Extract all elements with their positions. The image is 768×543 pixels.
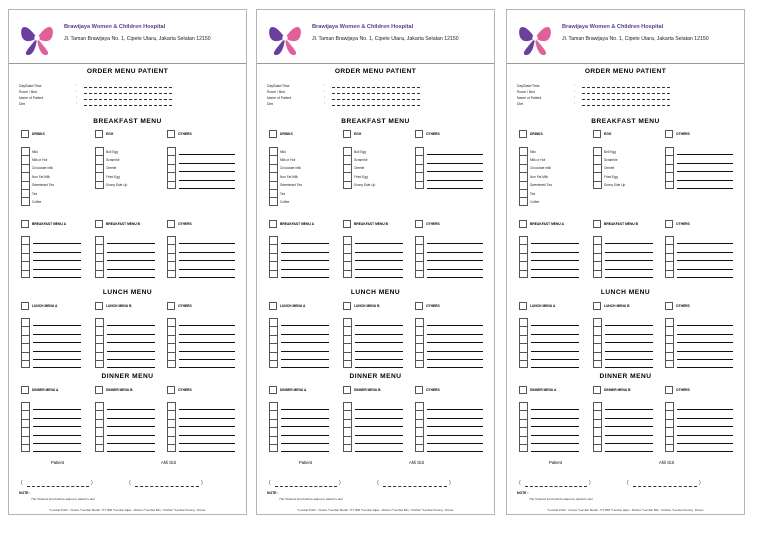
egg-item: Scramble — [604, 158, 618, 162]
note-label: NOTE : — [517, 491, 529, 495]
form-header — [507, 10, 744, 64]
menu-write-lines[interactable] — [605, 402, 653, 452]
egg-item: Boil Egg — [354, 150, 366, 154]
menu-write-lines[interactable] — [427, 236, 483, 278]
menu-write-lines[interactable] — [531, 236, 579, 278]
staff-signature-label: Ahli Gizi — [161, 460, 177, 465]
menu-write-lines[interactable] — [281, 402, 329, 452]
datetime-input[interactable] — [84, 87, 172, 88]
menu-write-lines[interactable] — [33, 402, 81, 452]
breakfast-b-checkbox[interactable] — [593, 220, 601, 228]
drink-item: Coffee — [280, 200, 290, 204]
patient-name-input[interactable] — [332, 99, 420, 100]
drink-item: Milo — [530, 150, 536, 154]
drink-item: Coffee — [530, 200, 540, 204]
staff-signature-label: Ahli Gizi — [409, 460, 425, 465]
breakfast-a-label: BREAKFAST MENU A — [530, 222, 564, 226]
hospital-name: Brawijaya Women & Children Hospital — [562, 24, 664, 30]
dinner-b-label: DINNER MENU B — [106, 388, 133, 392]
staff-signature-line[interactable] — [135, 486, 199, 487]
lunch-a-checkbox[interactable] — [21, 302, 29, 310]
drink-item: Milk or Hot — [530, 158, 546, 162]
others-checkbox[interactable] — [167, 130, 175, 138]
dinner-a-label: DINNER MENU A — [280, 388, 307, 392]
menu-write-lines[interactable] — [355, 236, 403, 278]
datetime-input[interactable] — [582, 87, 670, 88]
field-label-datetime: Day/Date/Time — [267, 84, 290, 88]
copy-distribution-footer: *Lembar Putih : Invoice *Lembar Merah : PT. BRI *Lembar Hijau : Kitchen *Lembar Biru : Kitchen *Lembar Kuning : Dinner — [49, 508, 206, 512]
lunch-b-checkbox[interactable] — [95, 302, 103, 310]
form-header — [257, 10, 494, 64]
lunch-others-label: OTHERS — [178, 304, 192, 308]
dinner-others-label: OTHERS — [178, 388, 192, 392]
menu-checkbox-column[interactable] — [343, 318, 352, 368]
menu-checkbox-column[interactable] — [415, 318, 424, 368]
drink-item: Tea — [32, 192, 38, 196]
menu-checkbox-column[interactable] — [665, 318, 674, 368]
patient-signature-label: Patient — [549, 460, 563, 465]
breakfast-b-label: BREAKFAST MENU B — [354, 222, 389, 226]
form-title: ORDER MENU PATIENT — [334, 68, 417, 75]
drinks-label: DRINKS — [280, 132, 293, 136]
menu-write-lines[interactable] — [677, 236, 733, 278]
datetime-input[interactable] — [332, 87, 420, 88]
patient-signature-line[interactable] — [525, 486, 587, 487]
dinner-others-checkbox[interactable] — [415, 386, 423, 394]
note-text: The Ordered Food will be adjust to patient's diet — [529, 497, 593, 501]
menu-write-lines[interactable] — [107, 318, 155, 368]
drinks-label: DRINKS — [530, 132, 543, 136]
copy-distribution-footer: *Lembar Putih : Invoice *Lembar Merah : PT. BRI *Lembar Hijau : Kitchen *Lembar Biru : Kitchen *Lembar Kuning : Dinner — [297, 508, 454, 512]
hospital-address: Jl. Taman Brawijaya No. 1, Cipete Utara, Jakarta Selatan 12150 — [312, 36, 459, 42]
dinner-b-label: DINNER MENU B — [604, 388, 631, 392]
menu-checkbox-column[interactable] — [665, 236, 674, 278]
egg-item: Sunny Side Up — [604, 183, 626, 187]
dinner-a-checkbox[interactable] — [21, 386, 29, 394]
lunch-section-title: LUNCH MENU — [102, 289, 153, 296]
dinner-a-label: DINNER MENU A — [32, 388, 59, 392]
menu-write-lines[interactable] — [605, 236, 653, 278]
dinner-b-checkbox[interactable] — [593, 386, 601, 394]
note-text: The Ordered Food will be adjust to patient's diet — [279, 497, 343, 501]
others-label: OTHERS — [676, 132, 690, 136]
form-title: ORDER MENU PATIENT — [584, 68, 667, 75]
field-label-name: Name of Patient — [517, 96, 542, 100]
others-checkbox[interactable] — [665, 130, 673, 138]
field-label-room: Room / Bed — [267, 90, 285, 94]
patient-signature-label: Patient — [51, 460, 65, 465]
lunch-others-label: OTHERS — [676, 304, 690, 308]
breakfast-b-checkbox[interactable] — [343, 220, 351, 228]
menu-write-lines[interactable] — [427, 402, 483, 452]
breakfast-others-checkbox[interactable] — [167, 220, 175, 228]
breakfast-a-label: BREAKFAST MENU A — [32, 222, 66, 226]
breakfast-section-title: BREAKFAST MENU — [341, 118, 410, 125]
menu-write-lines[interactable] — [531, 402, 579, 452]
drink-item: Non Fat Milk — [32, 175, 50, 179]
hospital-name: Brawijaya Women & Children Hospital — [64, 24, 166, 30]
egg-item: Sunny Side Up — [106, 183, 128, 187]
menu-checkbox-column[interactable] — [167, 236, 176, 278]
egg-item: Omelet — [604, 166, 615, 170]
menu-write-lines[interactable] — [179, 402, 235, 452]
lunch-a-checkbox[interactable] — [269, 302, 277, 310]
menu-write-lines[interactable] — [33, 318, 81, 368]
breakfast-others-checkbox[interactable] — [415, 220, 423, 228]
note-label: NOTE : — [267, 491, 279, 495]
drink-item: Chocolate milk — [530, 166, 551, 170]
menu-checkbox-column[interactable] — [167, 318, 176, 368]
breakfast-a-checkbox[interactable] — [21, 220, 29, 228]
dinner-b-checkbox[interactable] — [95, 386, 103, 394]
breakfast-b-label: BREAKFAST MENU B — [106, 222, 141, 226]
lunch-b-label: LUNCH MENU B — [604, 304, 630, 308]
others-write-lines[interactable] — [677, 147, 733, 189]
field-label-datetime: Day/Date/Time — [517, 84, 540, 88]
drink-item: Milk or Hot — [32, 158, 48, 162]
dinner-section-title: DINNER MENU — [349, 373, 402, 380]
egg-checkbox-column[interactable] — [343, 147, 352, 189]
menu-write-lines[interactable] — [355, 402, 403, 452]
menu-checkbox-column[interactable] — [593, 236, 602, 278]
form-header — [9, 10, 246, 64]
lunch-a-label: LUNCH MENU A — [32, 304, 58, 308]
dinner-section-title: DINNER MENU — [101, 373, 154, 380]
drink-item: Milo — [280, 150, 286, 154]
breakfast-section-title: BREAKFAST MENU — [93, 118, 162, 125]
egg-item: Fried Egg — [106, 175, 120, 179]
menu-checkbox-column[interactable] — [343, 402, 352, 452]
lunch-b-label: LUNCH MENU B — [354, 304, 380, 308]
patient-name-input[interactable] — [84, 99, 172, 100]
drink-item: Milk or Hot — [280, 158, 296, 162]
dinner-a-checkbox[interactable] — [269, 386, 277, 394]
hospital-name: Brawijaya Women & Children Hospital — [312, 24, 414, 30]
menu-write-lines[interactable] — [281, 318, 329, 368]
drinks-checkbox[interactable] — [269, 130, 277, 138]
menu-write-lines[interactable] — [107, 402, 155, 452]
menu-checkbox-column[interactable] — [593, 402, 602, 452]
lunch-others-label: OTHERS — [426, 304, 440, 308]
breakfast-a-label: BREAKFAST MENU A — [280, 222, 314, 226]
egg-item: Boil Egg — [106, 150, 118, 154]
breakfast-others-label: OTHERS — [178, 222, 192, 226]
menu-checkbox-column[interactable] — [95, 236, 104, 278]
note-label: NOTE : — [19, 491, 31, 495]
menu-write-lines[interactable] — [605, 318, 653, 368]
egg-item: Fried Egg — [354, 175, 368, 179]
drink-item: Sweetened Tea — [530, 183, 552, 187]
field-label-diet: Diet — [267, 102, 274, 106]
hospital-logo-icon — [19, 20, 55, 56]
egg-label: EGG — [354, 132, 362, 136]
drink-item: Non Fat Milk — [530, 175, 548, 179]
menu-checkbox-column[interactable] — [415, 402, 424, 452]
field-label-name: Name of Patient — [267, 96, 292, 100]
lunch-b-checkbox[interactable] — [343, 302, 351, 310]
menu-write-lines[interactable] — [677, 402, 733, 452]
field-label-name: Name of Patient — [19, 96, 44, 100]
drinks-checkbox-column[interactable] — [21, 147, 30, 206]
breakfast-others-checkbox[interactable] — [665, 220, 673, 228]
drink-item: Non Fat Milk — [280, 175, 298, 179]
menu-checkbox-column[interactable] — [519, 318, 528, 368]
staff-signature-line[interactable] — [383, 486, 447, 487]
menu-checkbox-column[interactable] — [21, 236, 30, 278]
staff-signature-label: Ahli Gizi — [659, 460, 675, 465]
breakfast-others-label: OTHERS — [426, 222, 440, 226]
breakfast-a-checkbox[interactable] — [269, 220, 277, 228]
egg-item: Scramble — [106, 158, 120, 162]
menu-write-lines[interactable] — [427, 318, 483, 368]
others-checkbox-column[interactable] — [665, 147, 674, 189]
menu-write-lines[interactable] — [179, 236, 235, 278]
egg-label: EGG — [106, 132, 114, 136]
drinks-checkbox[interactable] — [21, 130, 29, 138]
staff-signature-line[interactable] — [633, 486, 697, 487]
lunch-a-checkbox[interactable] — [519, 302, 527, 310]
menu-checkbox-column[interactable] — [21, 318, 30, 368]
lunch-section-title: LUNCH MENU — [350, 289, 401, 296]
menu-checkbox-column[interactable] — [95, 402, 104, 452]
others-label: OTHERS — [178, 132, 192, 136]
menu-write-lines[interactable] — [677, 318, 733, 368]
menu-checkbox-column[interactable] — [665, 402, 674, 452]
breakfast-section-title: BREAKFAST MENU — [591, 118, 660, 125]
breakfast-b-label: BREAKFAST MENU B — [604, 222, 639, 226]
lunch-others-checkbox[interactable] — [665, 302, 673, 310]
menu-checkbox-column[interactable] — [269, 318, 278, 368]
egg-checkbox-column[interactable] — [593, 147, 602, 189]
breakfast-b-checkbox[interactable] — [95, 220, 103, 228]
menu-write-lines[interactable] — [179, 318, 235, 368]
egg-item: Sunny Side Up — [354, 183, 376, 187]
dinner-others-label: OTHERS — [426, 388, 440, 392]
drink-item: Milo — [32, 150, 38, 154]
menu-checkbox-column[interactable] — [21, 402, 30, 452]
dinner-section-title: DINNER MENU — [599, 373, 652, 380]
drink-item: Tea — [530, 192, 536, 196]
hospital-logo-icon — [517, 20, 553, 56]
others-checkbox[interactable] — [415, 130, 423, 138]
lunch-others-checkbox[interactable] — [415, 302, 423, 310]
egg-checkbox[interactable] — [343, 130, 351, 138]
copy-distribution-footer: *Lembar Putih : Invoice *Lembar Merah : PT. BRI *Lembar Hijau : Kitchen *Lembar Biru : Kitchen *Lembar Kuning : Dinner — [547, 508, 704, 512]
dinner-others-label: OTHERS — [676, 388, 690, 392]
field-label-room: Room / Bed — [19, 90, 37, 94]
room-input[interactable] — [84, 93, 172, 94]
breakfast-a-checkbox[interactable] — [519, 220, 527, 228]
drink-item: Chocolate milk — [32, 166, 53, 170]
menu-checkbox-column[interactable] — [95, 318, 104, 368]
note-text: The Ordered Food will be adjust to patient's diet — [31, 497, 95, 501]
others-checkbox-column[interactable] — [167, 147, 176, 189]
drinks-checkbox-column[interactable] — [269, 147, 278, 206]
dinner-b-checkbox[interactable] — [343, 386, 351, 394]
menu-checkbox-column[interactable] — [269, 402, 278, 452]
lunch-b-label: LUNCH MENU B — [106, 304, 132, 308]
field-label-diet: Diet — [19, 102, 26, 106]
egg-item: Omelet — [106, 166, 117, 170]
diet-input[interactable] — [332, 105, 420, 106]
diet-input[interactable] — [84, 105, 172, 106]
hospital-address: Jl. Taman Brawijaya No. 1, Cipete Utara, Jakarta Selatan 12150 — [562, 36, 709, 42]
drink-item: Tea — [280, 192, 286, 196]
drinks-label: DRINKS — [32, 132, 45, 136]
others-write-lines[interactable] — [427, 147, 483, 189]
field-label-diet: Diet — [517, 102, 524, 106]
hospital-logo-icon — [267, 20, 303, 56]
lunch-section-title: LUNCH MENU — [600, 289, 651, 296]
room-input[interactable] — [582, 93, 670, 94]
hospital-address: Jl. Taman Brawijaya No. 1, Cipete Utara, Jakarta Selatan 12150 — [64, 36, 211, 42]
order-form-sheet: Brawijaya Women & Children Hospital Jl. Taman Brawijaya No. 1, Cipete Utara, Jakarta Selatan 12150 ORDER MENU PATIENT Day/Date/Time Room / Bed Name of Patient Diet : : : : BREAKFAST MENU DRINKS EGG OTHERS Milo Milk or Hot Chocolate milk Non Fat Milk Sweetened Tea Tea Coffee Boil Egg Scramble Omelet Fried Egg Sunny Side Up BREAKFAST MENU A BREAKFAST MENU B OTHERS LUNCH MENU LUNCH MENU A LUNCH MENU B OTHERS DINNER MENU DINNER MENU A DINNER MENU B OTHERS Patient Ahli Gizi ( ) ( ) NOTE : The Ordered Food will be adjust to patient's diet — [256, 9, 495, 515]
field-label-room: Room / Bed — [517, 90, 535, 94]
dinner-others-checkbox[interactable] — [665, 386, 673, 394]
diet-input[interactable] — [582, 105, 670, 106]
egg-checkbox-column[interactable] — [95, 147, 104, 189]
drink-item: Chocolate milk — [280, 166, 301, 170]
egg-checkbox[interactable] — [593, 130, 601, 138]
lunch-others-checkbox[interactable] — [167, 302, 175, 310]
menu-write-lines[interactable] — [531, 318, 579, 368]
menu-write-lines[interactable] — [107, 236, 155, 278]
drink-item: Sweetened Tea — [32, 183, 54, 187]
lunch-a-label: LUNCH MENU A — [280, 304, 306, 308]
order-form-sheet: Brawijaya Women & Children Hospital Jl. Taman Brawijaya No. 1, Cipete Utara, Jakarta Selatan 12150 ORDER MENU PATIENT Day/Date/Time Room / Bed Name of Patient Diet : : : : BREAKFAST MENU DRINKS EGG OTHERS Milo Milk or Hot Chocolate milk Non Fat Milk Sweetened Tea Tea Coffee Boil Egg Scramble Omelet Fried Egg Sunny Side Up BREAKFAST MENU A BREAKFAST MENU B OTHERS LUNCH MENU LUNCH MENU A LUNCH MENU B OTHERS DINNER MENU DINNER MENU A DINNER MENU B OTHERS Patient Ahli Gizi ( ) ( ) NOTE : The Ordered Food will be adjust to patient's diet — [506, 9, 745, 515]
patient-signature-line[interactable] — [275, 486, 337, 487]
lunch-a-label: LUNCH MENU A — [530, 304, 556, 308]
dinner-a-checkbox[interactable] — [519, 386, 527, 394]
patient-signature-label: Patient — [299, 460, 313, 465]
egg-item: Omelet — [354, 166, 365, 170]
dinner-b-label: DINNER MENU B — [354, 388, 381, 392]
patient-signature-line[interactable] — [27, 486, 89, 487]
menu-write-lines[interactable] — [33, 236, 81, 278]
menu-checkbox-column[interactable] — [269, 236, 278, 278]
menu-checkbox-column[interactable] — [167, 402, 176, 452]
patient-name-input[interactable] — [582, 99, 670, 100]
others-checkbox-column[interactable] — [415, 147, 424, 189]
others-label: OTHERS — [426, 132, 440, 136]
menu-write-lines[interactable] — [355, 318, 403, 368]
menu-checkbox-column[interactable] — [519, 402, 528, 452]
egg-item: Boil Egg — [604, 150, 616, 154]
dinner-a-label: DINNER MENU A — [530, 388, 557, 392]
menu-checkbox-column[interactable] — [593, 318, 602, 368]
drink-item: Coffee — [32, 200, 42, 204]
others-write-lines[interactable] — [179, 147, 235, 189]
dinner-others-checkbox[interactable] — [167, 386, 175, 394]
drinks-checkbox-column[interactable] — [519, 147, 528, 206]
breakfast-others-label: OTHERS — [676, 222, 690, 226]
drinks-checkbox[interactable] — [519, 130, 527, 138]
egg-checkbox[interactable] — [95, 130, 103, 138]
drink-item: Sweetened Tea — [280, 183, 302, 187]
menu-checkbox-column[interactable] — [519, 236, 528, 278]
menu-checkbox-column[interactable] — [415, 236, 424, 278]
order-form-sheet: Brawijaya Women & Children Hospital Jl. Taman Brawijaya No. 1, Cipete Utara, Jakarta Selatan 12150 ORDER MENU PATIENT Day/Date/Time Room / Bed Name of Patient Diet : : : : BREAKFAST MENU DRINKS EGG OTHERS Milo Milk or Hot Chocolate milk Non Fat Milk Sweetened Tea Tea Coffee Boil Egg Scramble Omelet Fried Egg Sunny Side Up BREAKFAST MENU A BREAKFAST MENU B OTHERS LUNCH MENU LUNCH MENU A LUNCH MENU B OTHERS DINNER MENU DINNER MENU A DINNER MENU B OTHERS Patient Ahli Gizi ( ) ( ) NOTE : The Ordered Food will be adjust to patient's diet — [8, 9, 247, 515]
lunch-b-checkbox[interactable] — [593, 302, 601, 310]
form-title: ORDER MENU PATIENT — [86, 68, 169, 75]
menu-write-lines[interactable] — [281, 236, 329, 278]
egg-label: EGG — [604, 132, 612, 136]
room-input[interactable] — [332, 93, 420, 94]
egg-item: Scramble — [354, 158, 368, 162]
egg-item: Fried Egg — [604, 175, 618, 179]
menu-checkbox-column[interactable] — [343, 236, 352, 278]
field-label-datetime: Day/Date/Time — [19, 84, 42, 88]
